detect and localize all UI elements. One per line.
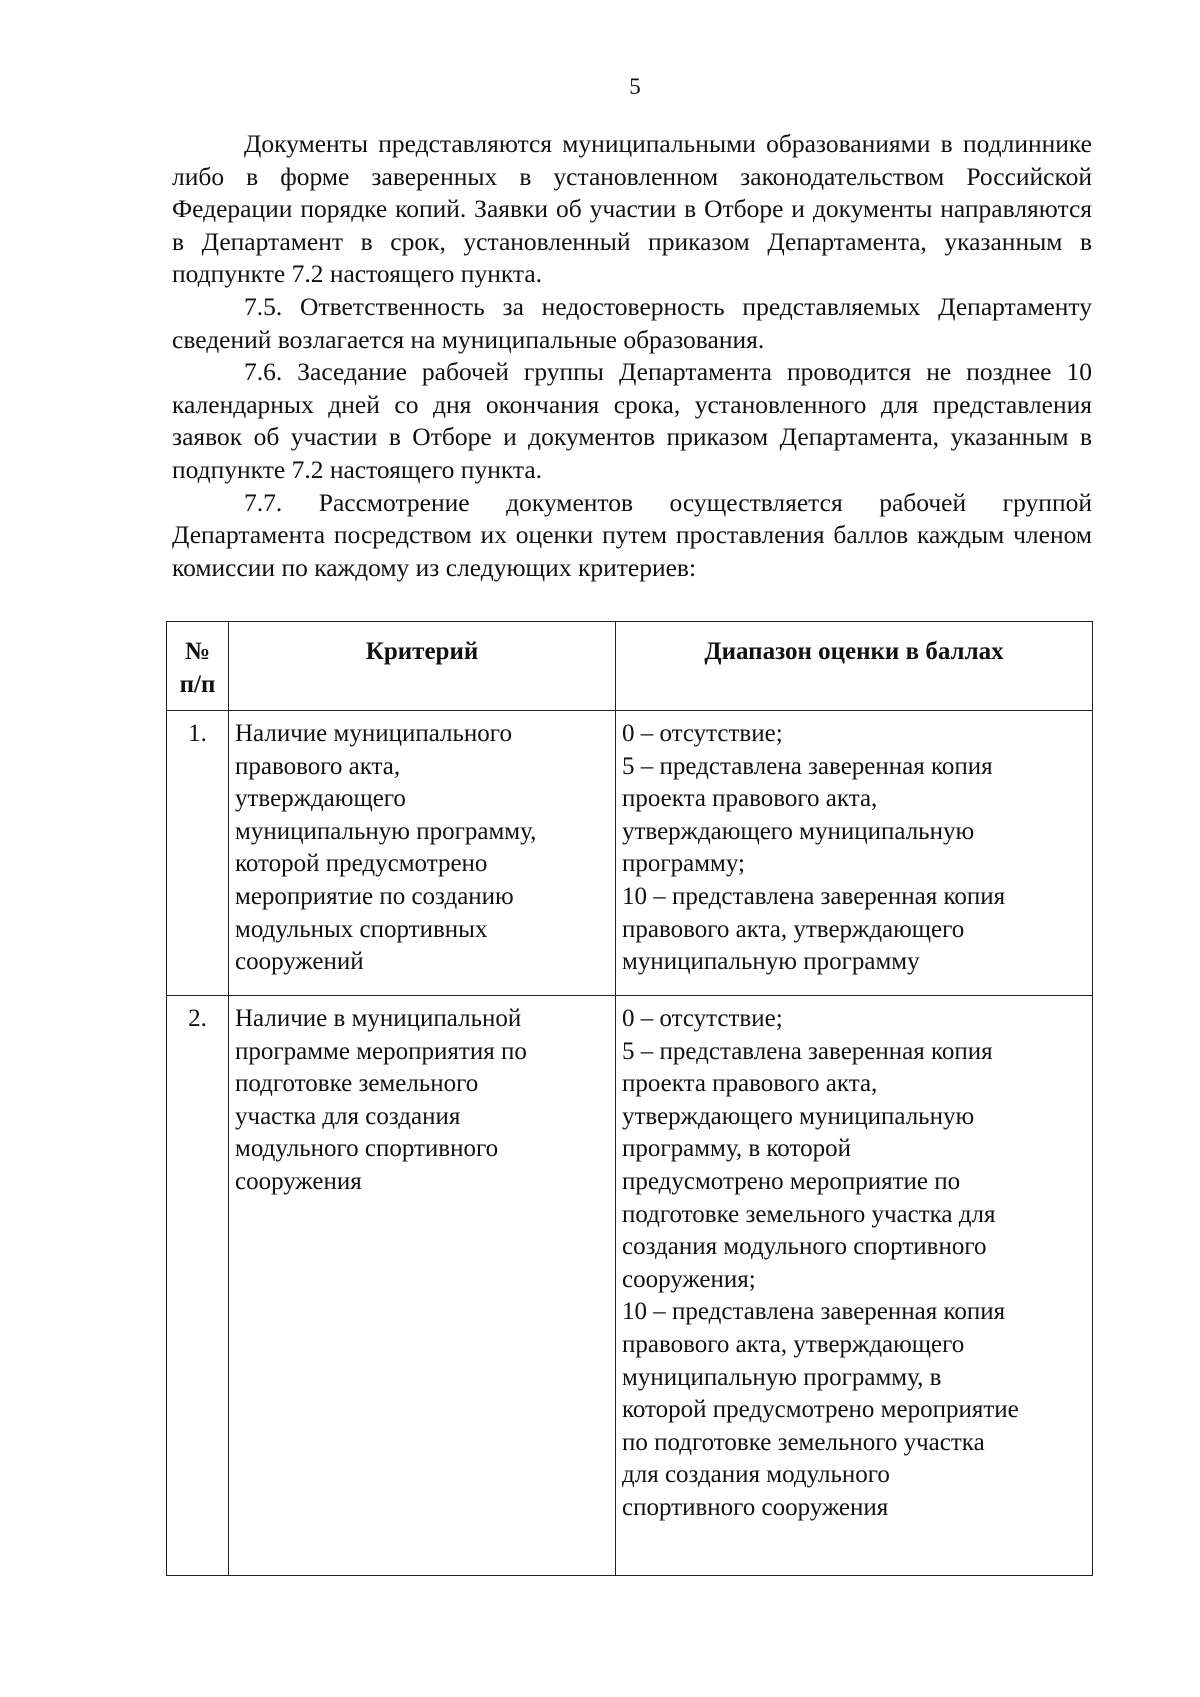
score-range-line: 5 – представлена заверенная копия <box>622 752 993 780</box>
score-range-line: спортивного сооружения <box>622 1493 889 1521</box>
table-row <box>167 711 1093 996</box>
score-range-line: проекта правового акта, <box>622 785 878 813</box>
criterion-line: модульного спортивного <box>235 1135 499 1163</box>
table-header-row <box>167 622 1093 711</box>
score-range-line: муниципальную программу <box>622 948 920 976</box>
header-number: № п/п <box>167 622 229 711</box>
criterion-line: сооружений <box>235 948 364 976</box>
criterion-line: подготовке земельного <box>235 1070 479 1098</box>
score-range-line: 0 – отсутствие; <box>622 1005 783 1032</box>
score-range-line: программу; <box>622 850 745 878</box>
criterion-line: участка для создания <box>235 1102 461 1130</box>
criterion-line: Наличие муниципального <box>235 720 512 747</box>
score-range-cell <box>616 996 1093 1576</box>
score-range-line: утверждающего муниципальную <box>622 817 975 845</box>
paragraph-7-6: 7.6. Заседание рабочей группы Департамента проводится не позднее 10 календарных дней со дня окончания срока, установленного для представления заявок об участии в Отборе и документов приказом Департамента, указанным в подпункте 7.2 настоящего пункта. <box>172 357 1092 484</box>
score-range-line: 10 – представлена заверенная копия <box>622 1298 1006 1326</box>
score-range-line: программу, в которой <box>622 1135 851 1163</box>
criterion-line: правового акта, <box>235 752 401 780</box>
criterion-cell <box>229 711 616 996</box>
row-number: 1. <box>167 711 229 996</box>
score-range-cell <box>616 711 1093 996</box>
row-number: 2. <box>167 996 229 1576</box>
header-score-range: Диапазон оценки в баллах <box>616 622 1093 711</box>
criterion-line: которой предусмотрено <box>235 850 488 878</box>
score-range-line: для создания модульного <box>622 1461 890 1489</box>
criterion-line: утверждающего <box>235 785 406 813</box>
table-row <box>167 996 1093 1576</box>
score-range-line: по подготовке земельного участка <box>622 1428 985 1456</box>
paragraph-7-5: 7.5. Ответственность за недостоверность представляемых Департаменту сведений возлагается на муниципальные образования. <box>172 291 1092 354</box>
header-criterion: Критерий <box>229 622 616 711</box>
criterion-line: программе мероприятия по <box>235 1037 527 1065</box>
page-number: 5 <box>629 74 641 99</box>
criterion-line: мероприятие по созданию <box>235 882 514 910</box>
score-range-line: правового акта, утверждающего <box>622 1330 965 1358</box>
paragraph-documents: Документы представляются муниципальными образованиями в подлиннике либо в форме заверенных в установленном законодательством Российской Федерации порядке копий. Заявки об участии в Отборе и документы направляются в Департамент в срок, установленный приказом Департамента, указанным в подпункте 7.2 настоящего пункта. <box>172 129 1092 289</box>
score-range-line: которой предусмотрено мероприятие <box>622 1396 1019 1424</box>
body-text <box>172 128 1092 584</box>
score-range-line: сооружения; <box>622 1265 756 1293</box>
score-range-line: правового акта, утверждающего <box>622 915 965 943</box>
score-range-line: утверждающего муниципальную <box>622 1102 975 1130</box>
criteria-table <box>166 621 1093 1576</box>
criterion-cell <box>229 996 616 1576</box>
score-range-line: муниципальную программу, в <box>622 1363 942 1391</box>
criterion-line: Наличие в муниципальной <box>235 1005 522 1032</box>
score-range-line: 10 – представлена заверенная копия <box>622 882 1006 910</box>
score-range-line: 5 – представлена заверенная копия <box>622 1037 993 1065</box>
criterion-line: муниципальную программу, <box>235 817 537 845</box>
paragraph-7-7: 7.7. Рассмотрение документов осуществляется рабочей группой Департамента посредством их оценки путем проставления баллов каждым членом комиссии по каждому из следующих критериев: <box>172 487 1092 582</box>
score-range-line: 0 – отсутствие; <box>622 720 783 747</box>
criterion-line: сооружения <box>235 1167 362 1195</box>
score-range-line: создания модульного спортивного <box>622 1233 987 1261</box>
criterion-line: модульных спортивных <box>235 915 488 943</box>
score-range-line: проекта правового акта, <box>622 1070 878 1098</box>
score-range-line: предусмотрено мероприятие по <box>622 1167 961 1195</box>
score-range-line: подготовке земельного участка для <box>622 1200 996 1228</box>
